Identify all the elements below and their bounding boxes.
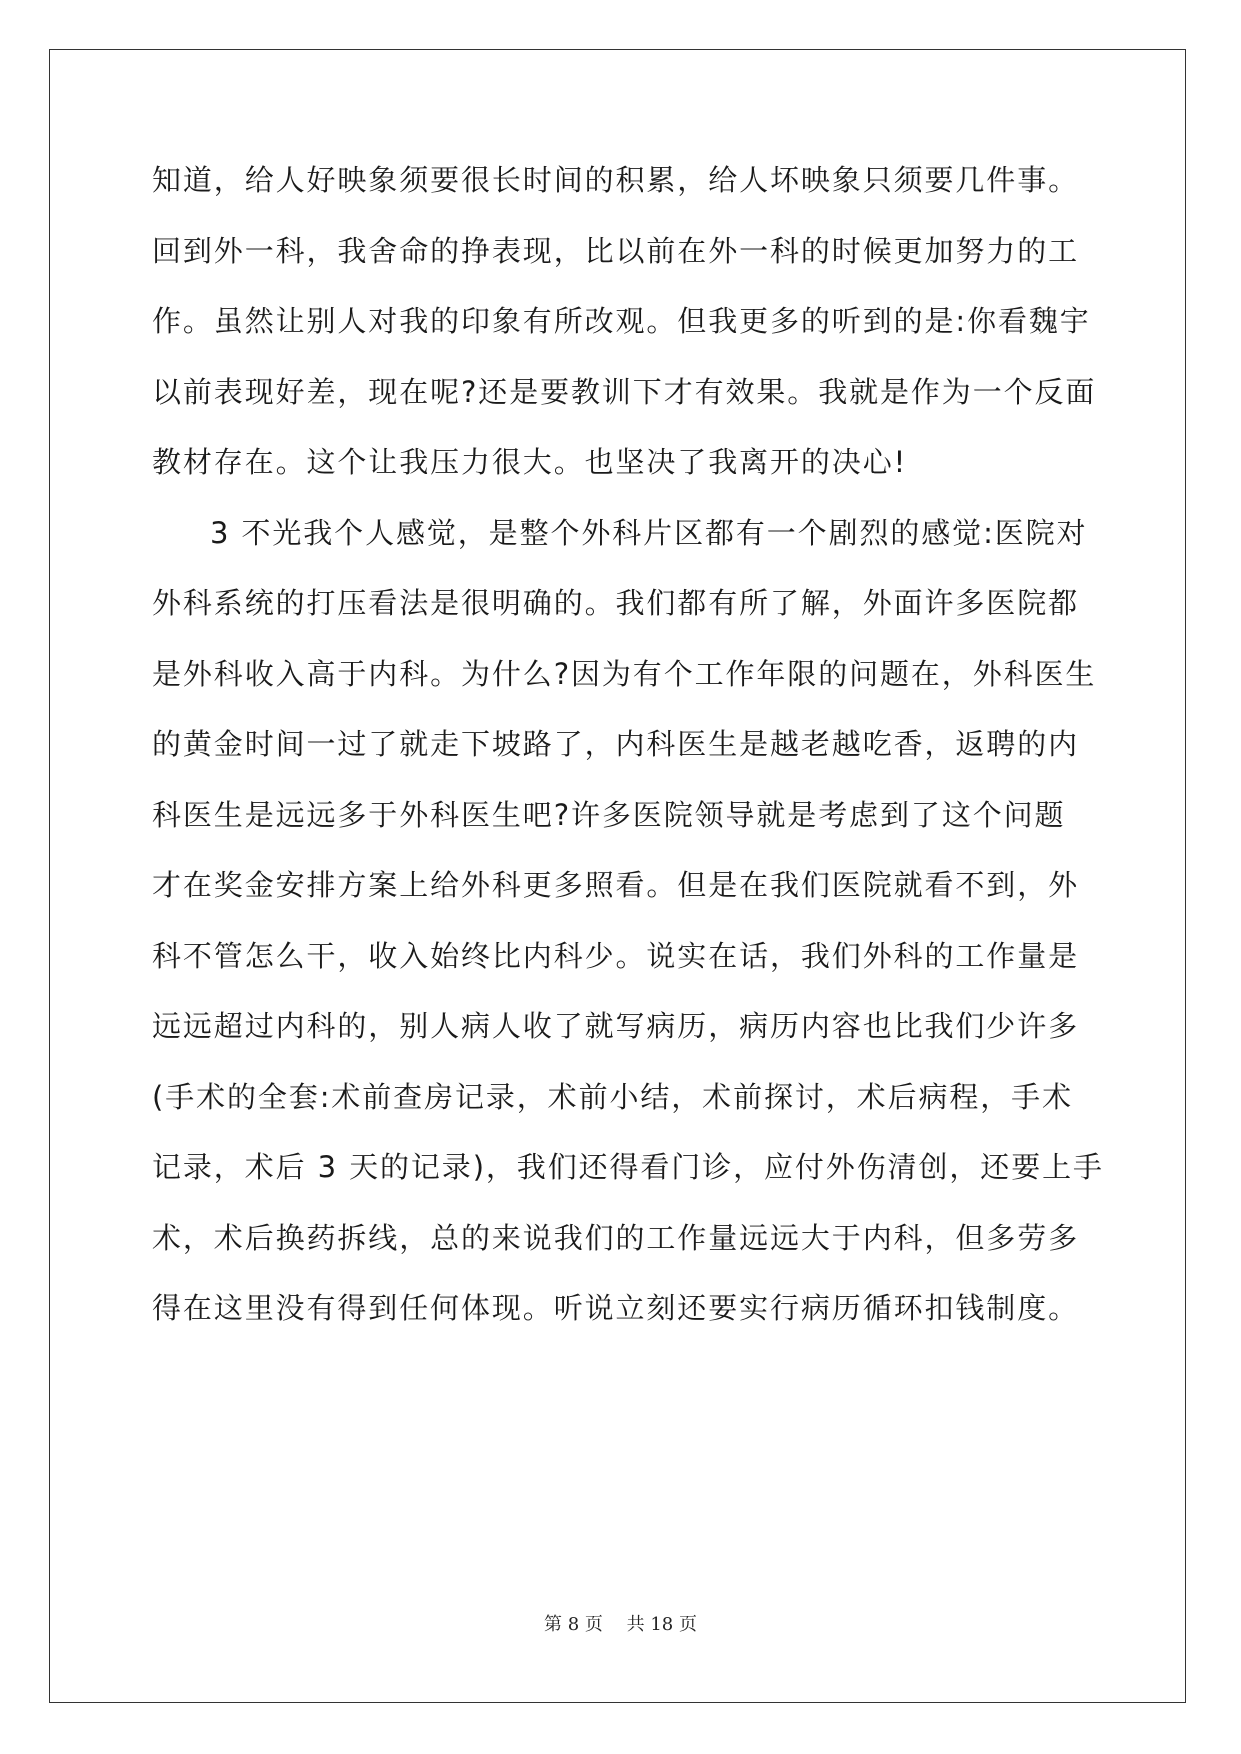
paragraph-start-line: 3 不光我个人感觉，是整个外科片区都有一个剧烈的感觉:医院对 (210, 515, 1088, 550)
text-line: 记录，术后 3 天的记录)，我们还得看门诊，应付外伤清创，还要上手 (152, 1150, 1104, 1184)
text-line: 远远超过内科的，别人病人收了就写病历，病历内容也比我们少许多 (152, 1009, 1080, 1043)
text-line: 术，术后换药拆线，总的来说我们的工作量远远大于内科，但多劳多 (152, 1220, 1080, 1255)
text-line: 以前表现好差，现在呢?还是要教训下才有效果。我就是作为一个反面 (152, 374, 1097, 409)
text-line: 是外科收入高于内科。为什么?因为有个工作年限的问题在，外科医生 (152, 656, 1097, 691)
page-number-footer: 第 8 页 共 18 页 (544, 1614, 697, 1635)
text-line: 的黄金时间一过了就走下坡路了，内科医生是越老越吃香，返聘的内 (152, 727, 1080, 761)
text-line: (手术的全套:术前查房记录，术前小结，术前探讨，术后病程，手术 (152, 1079, 1073, 1114)
text-line: 作。虽然让别人对我的印象有所改观。但我更多的听到的是:你看魏宇 (152, 304, 1091, 338)
text-line: 外科系统的打压看法是很明确的。我们都有所了解，外面许多医院都 (152, 586, 1080, 620)
text-line: 知道，给人好映象须要很长时间的积累，给人坏映象只须要几件事。 (152, 163, 1080, 197)
text-line: 得在这里没有得到任何体现。听说立刻还要实行病历循环扣钱制度。 (152, 1291, 1080, 1325)
document-body (152, 163, 1104, 1364)
text-line: 教材存在。这个让我压力很大。也坚决了我离开的决心! (152, 445, 908, 479)
text-line: 科医生是远远多于外科医生吧?许多医院领导就是考虑到了这个问题 (152, 797, 1066, 832)
text-line: 才在奖金安排方案上给外科更多照看。但是在我们医院就看不到，外 (152, 868, 1080, 902)
text-line: 科不管怎么干，收入始终比内科少。说实在话，我们外科的工作量是 (152, 938, 1080, 973)
text-line: 回到外一科，我舍命的挣表现，比以前在外一科的时候更加努力的工 (152, 233, 1080, 268)
